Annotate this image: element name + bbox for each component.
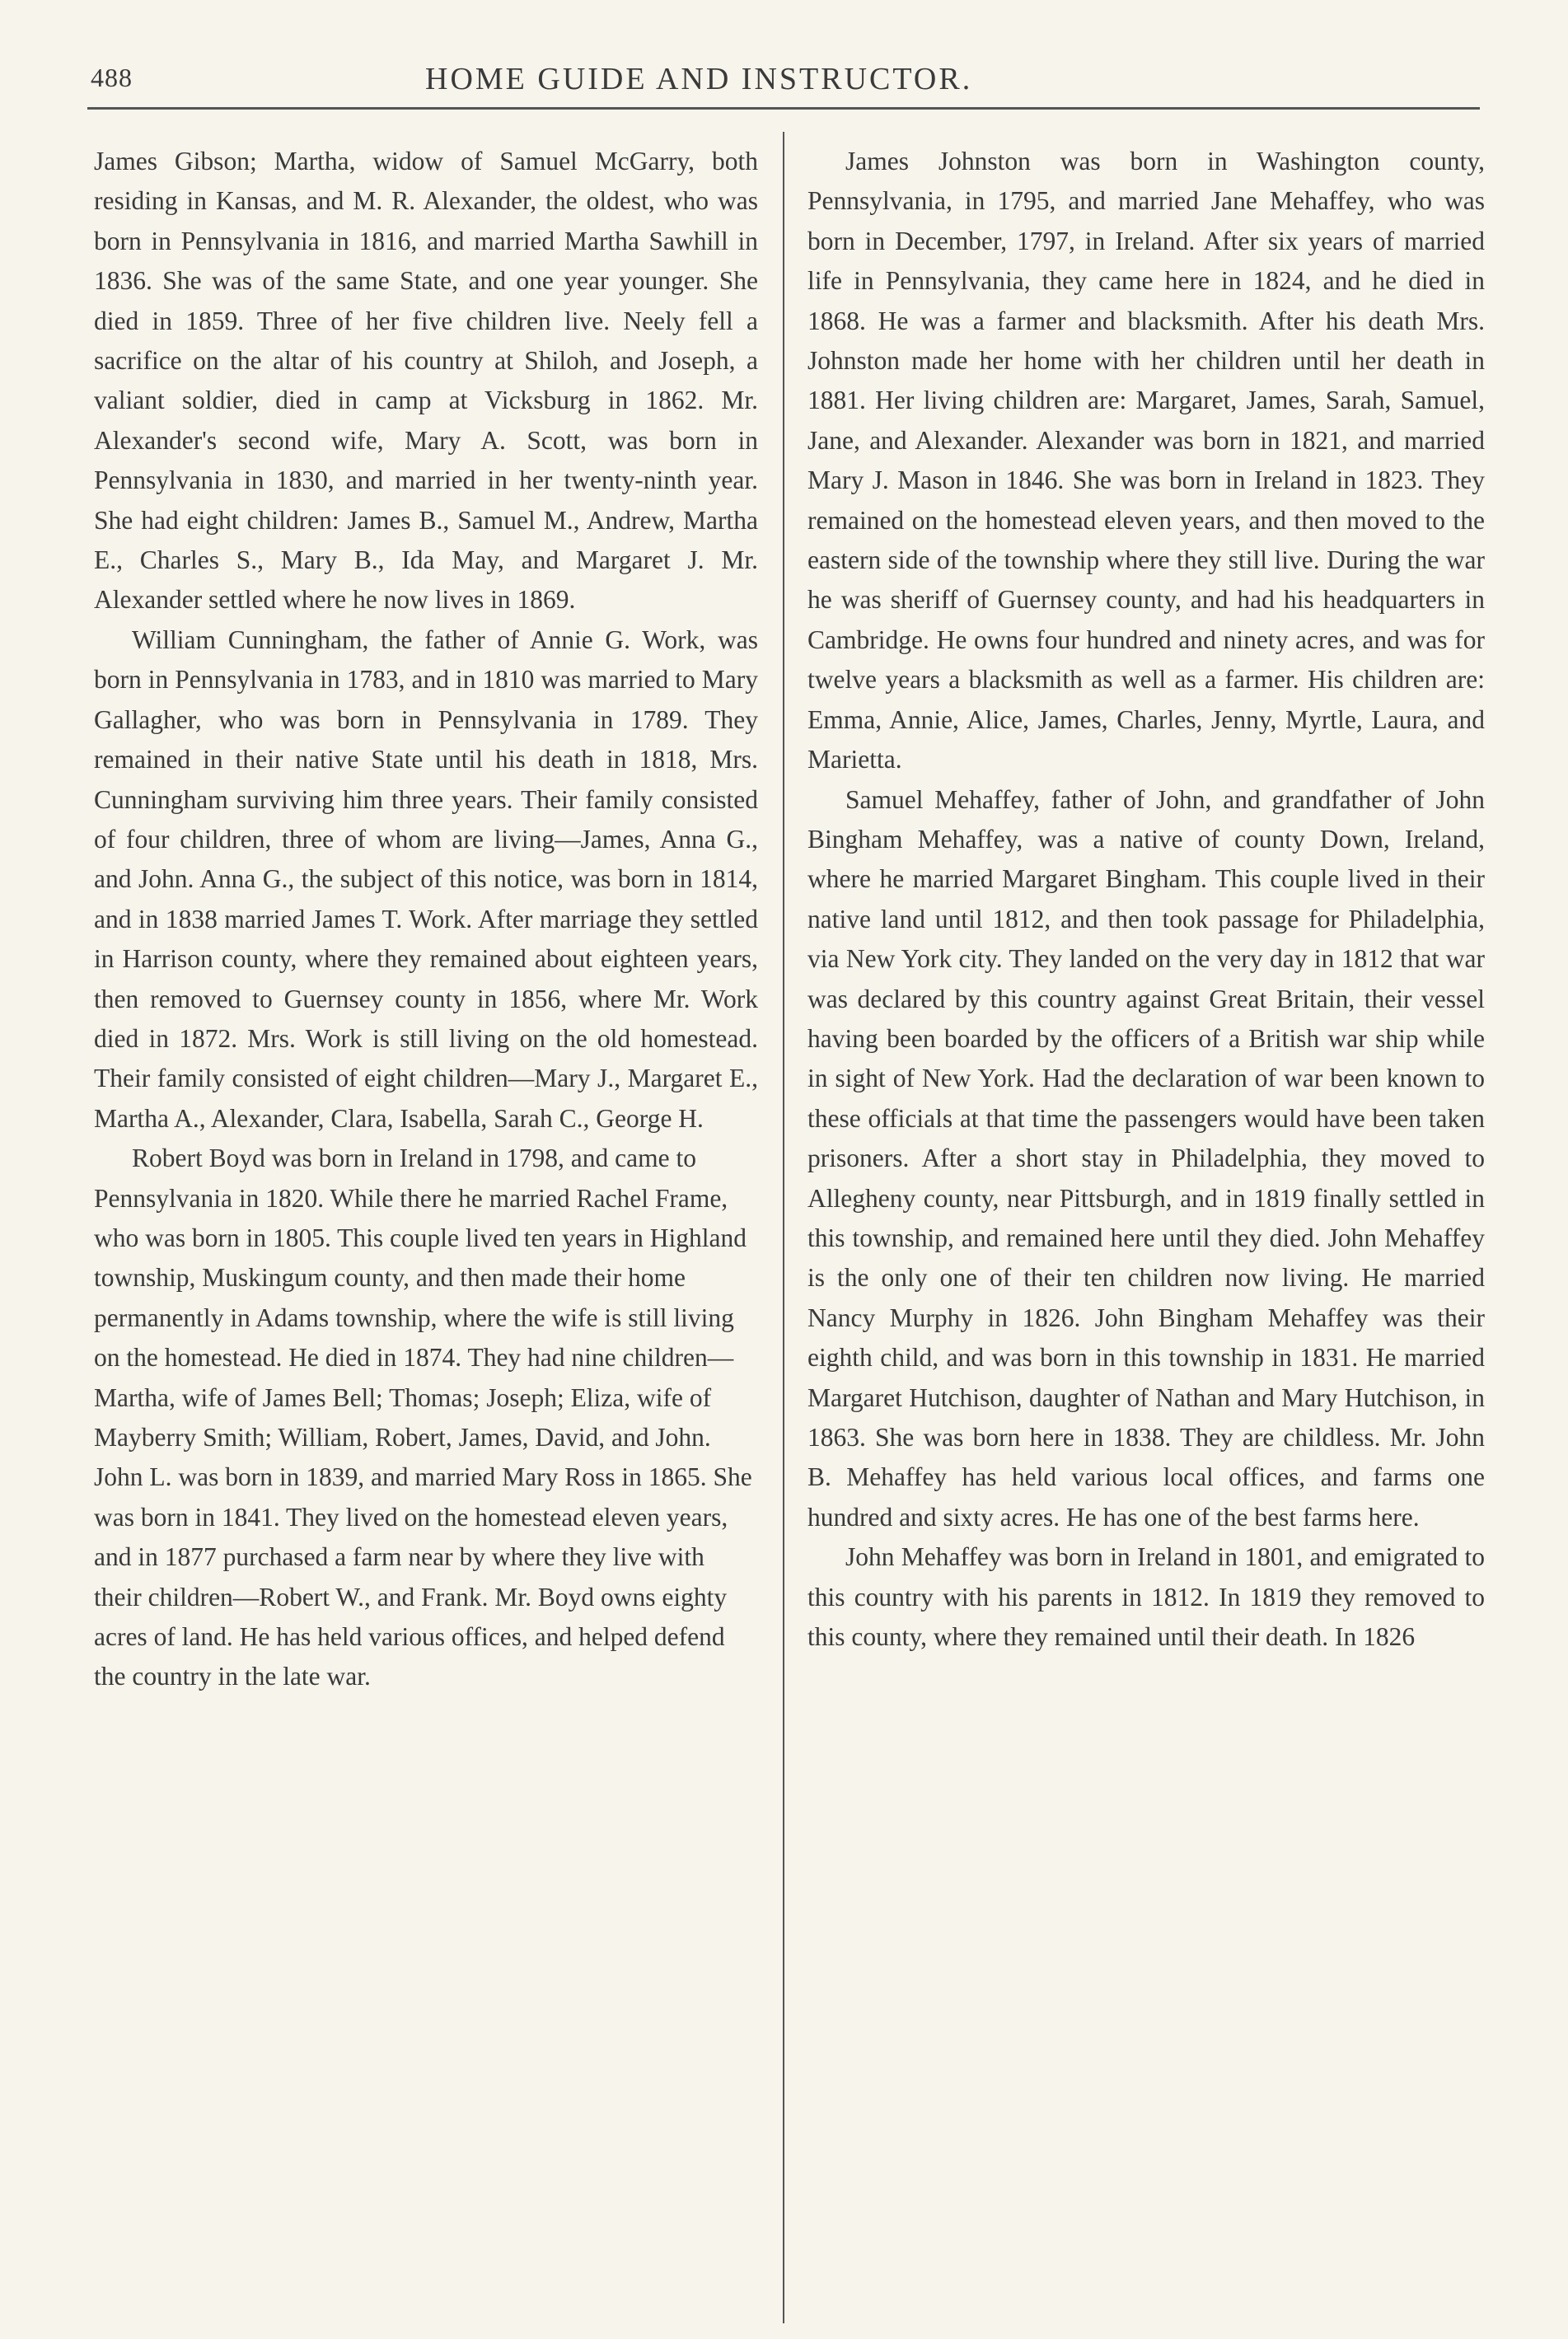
right-column xyxy=(807,142,1485,1657)
column-divider xyxy=(783,132,784,2323)
header-rule xyxy=(87,107,1480,110)
paragraph-cunningham-work: William Cunningham, the father of Annie G. Work, was born in Pennsylvania in 1783, and in 1810 was married to Mary Gallagher, who was born in Pennsylvania in 1789. They remained in their native State until his death in 1818, Mrs. Cunningham surviving him three years. Their family consisted of four children, three of whom are living—James, Anna G., and John. Anna G., the subject of this notice, was born in 1814, and in 1838 married James T. Work. After marriage they settled in Harrison county, where they remained about eighteen years, then removed to Guernsey county in 1856, where Mr. Work died in 1872. Mrs. Work is still living on the old homestead. Their family consisted of eight children—Mary J., Margaret E., Martha A., Alexander, Clara, Isabella, Sarah C., George H. xyxy=(94,625,758,1133)
running-title: HOME GUIDE AND INSTRUCTOR. xyxy=(425,62,973,96)
paragraph-james-johnston: James Johnston was born in Washington county, Pennsylvania, in 1795, and married Jane Mehaffey, who was born in December, 1797, in Ireland. After six years of married life in Pennsylvania, they came here in 1824, and he died in 1868. He was a farmer and blacksmith. After his death Mrs. Johnston made her home with her children until her death in 1881. Her living children are: Margaret, James, Sarah, Samuel, Jane, and Alexander. Alexander was born in 1821, and married Mary J. Mason in 1846. She was born in Ireland in 1823. They remained on the homestead eleven years, and then moved to the eastern side of the township where they still live. During the war he was sheriff of Guernsey county, and had his headquarters in Cambridge. He owns four hundred and ninety acres, and was for twelve years a blacksmith as well as a farmer. His children are: Emma, Annie, Alice, James, Charles, Jenny, Myrtle, Laura, and Marietta. xyxy=(807,147,1485,774)
paragraph-samuel-mehaffey: Samuel Mehaffey, father of John, and grandfather of John Bingham Mehaffey, was a native of county Down, Ireland, where he married Margaret Bingham. This couple lived in their native land until 1812, and then took passage for Philadelphia, via New York city. They landed on the very day in 1812 that war was declared by this country against Great Britain, their vessel having been boarded by the officers of a British war ship while in sight of New York. Had the declaration of war been known to these officials at that time the passengers would have been taken prisoners. After a short stay in Philadelphia, they moved to Allegheny county, near Pittsburgh, and in 1819 finally settled in this township, and remained here until they died. John Mehaffey is the only one of their ten children now living. He married Nancy Murphy in 1826. John Bingham Mehaffey was their eighth child, and was born in this township in 1831. He married Margaret Hutchison, daughter of Nathan and Mary Hutchison, in 1863. She was born here in 1838. They are childless. Mr. John B. Mehaffey has held various local offices, and farms one hundred and sixty acres. He has one of the best farms here. xyxy=(807,784,1485,1532)
paragraph-john-mehaffey: John Mehaffey was born in Ireland in 1801, and emigrated to this country with his parents in 1812. In 1819 they removed to this county, where they remained until their death. In 1826 xyxy=(807,1542,1485,1652)
paragraph-robert-boyd: Robert Boyd was born in Ireland in 1798, and came to Pennsylvania in 1820. While there he married Rachel Frame, who was born in 1805. This couple lived ten years in Highland township, Muskingum county, and then made their home permanently in Adams township, where the wife is still living on the homestead. He died in 1874. They had nine children—Martha, wife of James Bell; Thomas; Joseph; Eliza, wife of Mayberry Smith; William, Robert, James, David, and John. John L. was born in 1839, and married Mary Ross in 1865. She was born in 1841. They lived on the homestead eleven years, and in 1877 purchased a farm near by where they live with their children—Robert W., and Frank. Mr. Boyd owns eighty acres of land. He has held various offices, and helped defend the country in the late war. xyxy=(94,1144,752,1691)
left-column xyxy=(94,142,758,1697)
paragraph-alexander-family: James Gibson; Martha, widow of Samuel McGarry, both residing in Kansas, and M. R. Alexander, the oldest, who was born in Pennsylvania in 1816, and married Martha Sawhill in 1836. She was of the same State, and one year younger. She died in 1859. Three of her five children live. Neely fell a sacrifice on the altar of his country at Shiloh, and Joseph, a valiant soldier, died in camp at Vicksburg in 1862. Mr. Alexander's second wife, Mary A. Scott, was born in Pennsylvania in 1830, and married in her twenty-ninth year. She had eight children: James B., Samuel M., Andrew, Martha E., Charles S., Mary B., Ida May, and Margaret J. Mr. Alexander settled where he now lives in 1869. xyxy=(94,147,758,615)
page-number: 488 xyxy=(91,63,133,92)
page-header xyxy=(87,58,1480,107)
